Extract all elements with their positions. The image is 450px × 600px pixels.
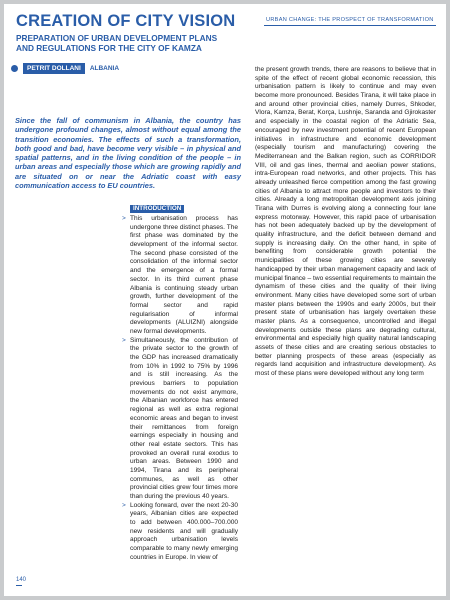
author-affiliation: ALBANIA <box>89 64 120 72</box>
author-name: PETRIT DOLLANI <box>23 63 85 74</box>
page-number: 140 <box>16 577 27 583</box>
paragraph-text: This urbanisation process has undergone three distinct phases. The first phase was dominated by the development of the informal sector. The second phase consisted of the consolidation of the informal sector and the emergence of a formal sector. In its third current phase Albania is continuing steady urban growth, further development of the formal sector and rapid regularisation of informal developments (ALUIZNI) alongside new formal developments. <box>130 215 238 335</box>
body-paragraph <box>122 215 238 337</box>
left-column <box>122 205 238 563</box>
bullet-dot-icon <box>11 65 18 72</box>
article-title: CREATION OF CITY VISION <box>16 12 236 30</box>
subtitle-line-1: PREPARATION OF URBAN DEVELOPMENT PLANS <box>16 33 218 43</box>
body-paragraph <box>122 336 238 502</box>
chevron-right-icon: > <box>122 215 126 222</box>
lead-paragraph: Since the fall of communism in Albania, the country has undergone profound changes, almost without equal among the transition economies. The effects of such a transformation, both good and bad, have become very visible – in physical and spatial patterns, and in the living condition of the people – in urban areas and especially those which are growing rapidly and are situated on or near the Adriatic coast with easy communication access to EU countries. <box>15 116 241 191</box>
byline <box>11 62 119 74</box>
paragraph-text: Simultaneously, the contribution of the private sector to the growth of the GDP has increased dramatically from 10% in 1992 to 75% by 1996 and is still increasing. As the previous barriers to population movements do not exist anymore, the Albanian workforce has entered regional as well as extra regional economic areas and began to invest their remittances from foreign earnings especially in housing and other real estate sectors. This has provoked an overall rural exodus to urban areas. Between 1990 and 1994, Tirana and its peripheral communes, as well as other provincial cities grew four times more than during the previous 40 years. <box>130 336 238 500</box>
header-rule <box>264 25 436 26</box>
section-heading-introduction: INTRODUCTION <box>130 205 184 213</box>
body-paragraph <box>122 501 238 563</box>
footer-rule <box>16 585 22 586</box>
running-header: URBAN CHANGE: THE PROSPECT OF TRANSFORMATION <box>266 17 434 23</box>
article-subtitle <box>16 33 217 53</box>
body-paragraph: the present growth trends, there are reasons to believe that in spite of the effect of recent global economic recession, this urbanisation pattern is likely to continue and may even become more pronounced. Besides Tirana, it will take place in and around other provincial cities, namely Durres, Shkoder, Vlora, Kamza, Berat, Korça, Lushnje, Saranda and Gjirokaster and especially in the coastal region of the Adriatic Sea, encouraged by new investment potential of recent European initiatives in infrastructure and economic development (especially tourism and manufacturing) covering the Mediterranean and the Balkan region, such as CORRIDOR VIII, oil and gas lines, thermal and aeolian power stations, intra-European road networks, and other projects. This has already unleashed fierce competition among the fast growing cities of Albania to attract more people and investors to their cities. Already a long metropolitan development axis joining Tirana with Durres is evolving along a connecting four lane express motorway. However, this rapid pace of urbanisation has not been adequately backed up by the development of quality infrastructure, and the deficit between demand and supply is increasing daily. On the other hand, in spite of benefiting from considerable growth potential the municipalities of these growing cities are severely handicapped by their urban management capacity and lack of municipal finance – two essential requirements to maintain the dynamism of these cities and the quality of their living environment. Many cities have developed some sort of urban master plans between the 1990s and early 2000s, but their present state of urbanisation has largely overtaken these master plans. As a consequence, uncontrolled and illegal developments outside these plans are degrading cultural, environmental and especially high quality natural landscaping assets of these cities and are creating serious obstacles to better planning prospects of these areas (especially as regards land acquisition and infrastructure development). As most of these plans were developed without any long term <box>255 66 436 378</box>
right-column <box>255 66 436 379</box>
paragraph-text: Looking forward, over the next 20-30 years, Albanian cities are expected to add between 400.000–700.000 new residents and will gradually approach urbanisation levels comparable to many newly emerging countries in Europe. In view of <box>130 501 238 561</box>
chevron-right-icon: > <box>122 336 126 344</box>
chevron-right-icon: > <box>122 501 126 509</box>
document-page <box>4 4 446 596</box>
subtitle-line-2: AND REGULATIONS FOR THE CITY OF KAMZA <box>16 43 202 53</box>
